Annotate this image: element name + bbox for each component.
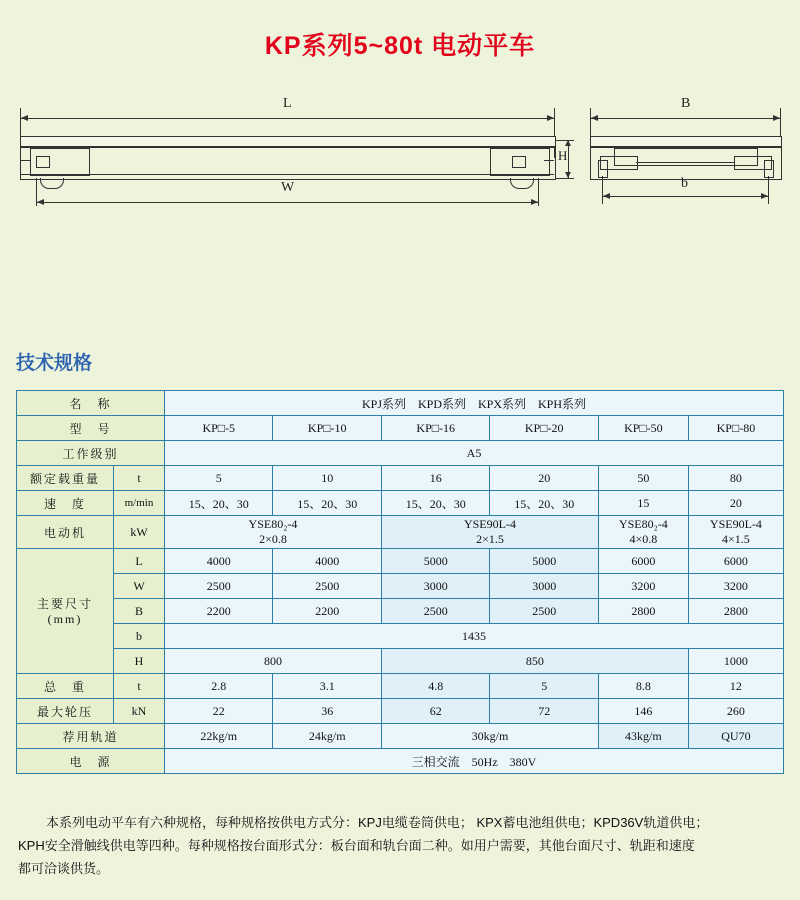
speed-6: 20: [688, 491, 783, 516]
motor-group-2: [381, 516, 598, 549]
front-left-wheel: [598, 160, 608, 178]
table-row: [17, 599, 784, 624]
row-label-rail: 荐用轨道: [17, 724, 165, 749]
total-weight-3: 4.8: [381, 674, 489, 699]
dim-L-1: 4000: [165, 549, 273, 574]
dim-W-1: 2500: [165, 574, 273, 599]
row-label-max-wheel-load: 最大轮压: [17, 699, 114, 724]
rail-3: 30kg/m: [381, 724, 598, 749]
left-wheel-drive-detail: [36, 156, 50, 168]
side-w-arrow-right: [531, 199, 538, 205]
table-row: [17, 749, 784, 774]
side-h-label: H: [558, 148, 568, 163]
dim-L-3: 5000: [381, 549, 489, 574]
max-wheel-load-3: 62: [381, 699, 489, 724]
total-weight-2: 3.1: [273, 674, 381, 699]
dim-H-2: 850: [381, 649, 688, 674]
side-l-dim-line: [20, 118, 554, 119]
side-l-arrow-left: [21, 115, 28, 121]
table-row: [17, 649, 784, 674]
motor-group-1-line1: YSE80₂-4: [248, 517, 298, 531]
spec-section-heading: 技术规格: [16, 353, 93, 374]
rated-load-4: 20: [490, 466, 598, 491]
front-b-arrow-left: [591, 115, 598, 121]
table-row: [17, 724, 784, 749]
dim-L-2: 4000: [273, 549, 381, 574]
max-wheel-load-5: 146: [598, 699, 688, 724]
front-b-gauge-dim-line: [602, 196, 768, 197]
model-kp20: KP□-20: [490, 416, 598, 441]
side-l-arrow-right: [547, 115, 554, 121]
total-weight-6: 12: [688, 674, 783, 699]
dim-B-3: 2500: [381, 599, 489, 624]
dim-L-6: 6000: [688, 549, 783, 574]
side-h-top-tick: [556, 140, 574, 141]
table-row: [17, 491, 784, 516]
row-unit-max-wheel-load: kN: [114, 699, 165, 724]
dim-B-2: 2200: [273, 599, 381, 624]
row-unit-total-weight: t: [114, 674, 165, 699]
front-b-label: B: [681, 96, 691, 111]
model-kp50: KP□-50: [598, 416, 688, 441]
model-kp80: KP□-80: [688, 416, 783, 441]
side-wheel-right: [510, 178, 534, 189]
total-weight-5: 8.8: [598, 674, 688, 699]
dim-B-6: 2800: [688, 599, 783, 624]
motor-group-3: [598, 516, 688, 549]
footer-note-line-2: KPH安全滑触线供电等四种。每种规格按台面形式分：板台面和轨台面二种。如用户需要，其他台面尺寸、轨距和速度: [18, 837, 695, 853]
rated-load-5: 50: [598, 466, 688, 491]
dim-W-5: 3200: [598, 574, 688, 599]
motor-group-4-line1: YSE90L-4: [709, 517, 762, 531]
side-l-label: L: [283, 96, 292, 111]
model-kp16: KP□-16: [381, 416, 489, 441]
speed-2: 15、20、30: [273, 491, 381, 516]
dim-key-H: H: [114, 649, 165, 674]
motor-group-4: [688, 516, 783, 549]
rail-1: 22kg/m: [165, 724, 273, 749]
front-axle-line: [636, 162, 734, 163]
table-row: [17, 699, 784, 724]
table-row: [17, 391, 784, 416]
total-weight-1: 2.8: [165, 674, 273, 699]
dim-W-4: 3000: [490, 574, 598, 599]
car-body-bottom-rail: [20, 174, 554, 175]
motor-group-3-line1: YSE80₂-4: [618, 517, 668, 531]
table-row: [17, 624, 784, 649]
max-wheel-load-6: 260: [688, 699, 783, 724]
front-b-gauge-left-tick: [602, 176, 603, 204]
dim-H-3: 1000: [688, 649, 783, 674]
dim-key-W: W: [114, 574, 165, 599]
side-h-bottom-tick: [556, 178, 574, 179]
side-wheel-left: [40, 178, 64, 189]
table-row: [17, 549, 784, 574]
motor-group-1: [165, 516, 382, 549]
rated-load-2: 10: [273, 466, 381, 491]
rail-4: 43kg/m: [598, 724, 688, 749]
motor-group-3-line2: 4×0.8: [629, 532, 658, 546]
motor-group-2-line1: YSE90L-4: [463, 517, 516, 531]
side-w-dim-line: [36, 202, 538, 203]
row-label-motor: 电动机: [17, 516, 114, 549]
motor-group-4-line2: 4×1.5: [722, 532, 750, 546]
row-unit-speed: m/min: [114, 491, 165, 516]
dim-B-1: 2200: [165, 599, 273, 624]
table-row: [17, 574, 784, 599]
footer-note-line-1: 本系列电动平车有六种规格，每种规格按供电方式分：KPJ电缆卷筒供电； KPX蓄电池组供电；KPD36V轨道供电；: [46, 815, 709, 830]
dim-key-B: B: [114, 599, 165, 624]
dim-L-5: 6000: [598, 549, 688, 574]
row-unit-motor: kW: [114, 516, 165, 549]
row-value-duty: A5: [165, 441, 784, 466]
motor-group-1-line2: 2×0.8: [259, 532, 287, 546]
model-kp10: KP□-10: [273, 416, 381, 441]
left-end-detail: [20, 160, 30, 161]
dim-L-4: 5000: [490, 549, 598, 574]
table-row: [17, 466, 784, 491]
front-b-dim-line: [590, 118, 780, 119]
technical-drawing: [0, 90, 800, 290]
model-kp5: KP□-5: [165, 416, 273, 441]
front-right-wheel: [764, 160, 774, 178]
dim-B-5: 2800: [598, 599, 688, 624]
max-wheel-load-1: 22: [165, 699, 273, 724]
table-row: [17, 441, 784, 466]
row-label-name: 名 称: [17, 391, 165, 416]
front-b-gauge-label: b: [681, 176, 688, 191]
front-b-gauge-right-tick: [768, 176, 769, 204]
motor-group-2-line2: 2×1.5: [476, 532, 504, 546]
main-dims-label-line2: (mm): [47, 612, 83, 626]
dim-W-2: 2500: [273, 574, 381, 599]
table-row: [17, 674, 784, 699]
specification-table: [16, 390, 784, 774]
max-wheel-load-4: 72: [490, 699, 598, 724]
max-wheel-load-2: 36: [273, 699, 381, 724]
dim-H-1: 800: [165, 649, 382, 674]
speed-4: 15、20、30: [490, 491, 598, 516]
rail-5: QU70: [688, 724, 783, 749]
front-b-gauge-arrow-left: [603, 193, 610, 199]
speed-1: 15、20、30: [165, 491, 273, 516]
row-label-model: 型 号: [17, 416, 165, 441]
dim-W-6: 3200: [688, 574, 783, 599]
side-w-right-tick: [538, 178, 539, 206]
rated-load-1: 5: [165, 466, 273, 491]
main-dims-label-line1: 主要尺寸: [36, 597, 93, 611]
dim-b-value: 1435: [165, 624, 784, 649]
row-label-main-dims: [17, 549, 114, 674]
side-w-arrow-left: [37, 199, 44, 205]
table-row: [17, 516, 784, 549]
row-label-total-weight: 总 重: [17, 674, 114, 699]
right-wheel-drive-detail: [512, 156, 526, 168]
speed-5: 15: [598, 491, 688, 516]
total-weight-4: 5: [490, 674, 598, 699]
side-w-label: W: [281, 180, 295, 195]
row-label-speed: 速 度: [17, 491, 114, 516]
front-b-arrow-right: [773, 115, 780, 121]
row-value-name: KPJ系列 KPD系列 KPX系列 KPH系列: [165, 391, 784, 416]
dim-key-L: L: [114, 549, 165, 574]
row-label-duty: 工作级别: [17, 441, 165, 466]
dim-B-4: 2500: [490, 599, 598, 624]
table-row: [17, 416, 784, 441]
dim-key-b: b: [114, 624, 165, 649]
front-b-gauge-arrow-right: [761, 193, 768, 199]
right-end-detail: [544, 160, 554, 161]
dim-W-3: 3000: [381, 574, 489, 599]
footer-note-line-3: 都可洽谈供货。: [18, 860, 110, 876]
row-value-power: 三相交流 50Hz 380V: [165, 749, 784, 774]
row-label-rated-load: 额定载重量: [17, 466, 114, 491]
rated-load-6: 80: [688, 466, 783, 491]
footer-note: [18, 812, 780, 880]
row-label-power: 电 源: [17, 749, 165, 774]
row-unit-rated-load: t: [114, 466, 165, 491]
rated-load-3: 16: [381, 466, 489, 491]
rail-2: 24kg/m: [273, 724, 381, 749]
speed-3: 15、20、30: [381, 491, 489, 516]
page-title: KP系列5~80t 电动平车: [264, 32, 536, 60]
